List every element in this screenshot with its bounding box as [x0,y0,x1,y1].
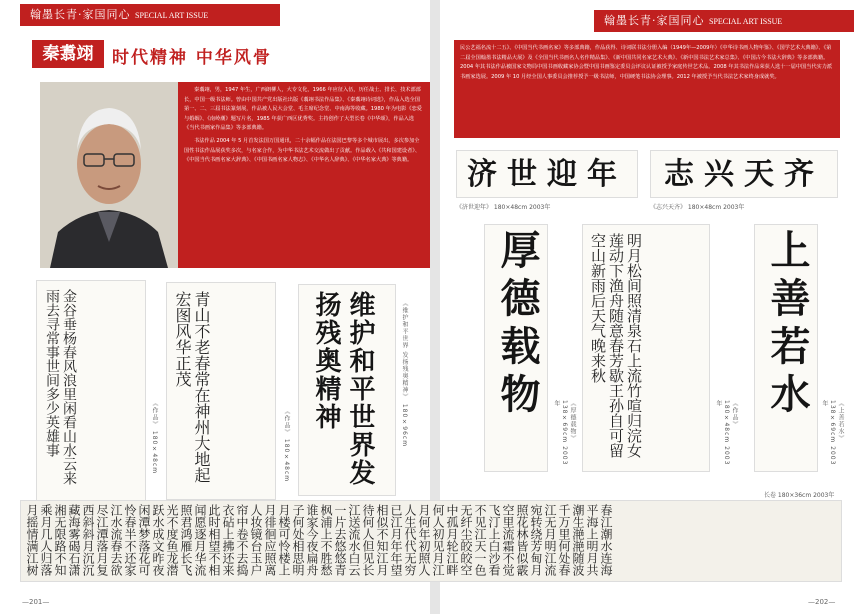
left-header-en: SPECIAL ART ISSUE [135,11,209,20]
artwork-jishi-yingnian [456,150,638,198]
left-page-number: —201— [22,598,50,606]
artwork-cursive-c: 明月松间照清泉石上流竹喧归浣女莲动下渔舟随意春芳歇王孙自可留空山新雨后天气晚来秋 [582,224,710,472]
right-header-bar [594,10,854,32]
artwork-c-right-caption: 《作品》 180×48cm 2003年 [715,400,738,466]
artwork-c-caption: 《维护和平世界 发扬残奥精神》 180×96cm [401,300,408,448]
bio-continued-text: 民公艺福名流十二五》、《中国当代书画名家》等多部典籍，作品获得、诗词联书法分册入编（1949年—2009年）《中华诗书画人物年鉴》、《国学艺术大典籍》、《第二届全国翰墨书法精品大展》及《全国当代书画名人名作精品集》、《新中国共同名家艺术大典》、《新中国书法艺术家总集》、《中国古今书法大辞典》等多部典籍。2004 年其书法作品被国家文物局中国书画收藏家协会暨中国书画鉴定委员会评议认证被授予家庭传世艺术品。2008 年其书法作品荣获人选十一届中国当代实力派书画家选展。2009 年 10 月经全国人事委员会推荐授予一级书法师，中国硬笔书法协会理事。2012 年被授予当代书法艺术家终身成就奖。 [460,45,833,80]
artwork-houde-caption: 《厚德载物》 138×69cm 2003年 [553,400,576,466]
artwork-shangshan-text: 上善若水 [764,229,811,421]
artist-name: 秦翥翊 [32,40,104,68]
artwork-cursive-b: 青山不老春常在神州大地起宏图风华正茂 [166,282,276,500]
right-header-en: SPECIAL ART ISSUE [709,17,783,26]
artwork-houde-zaiwu [484,224,548,472]
portrait-image [40,82,178,268]
artwork-jishi-text: 济世迎年 [467,157,627,192]
artwork-zhixing-caption: 《志兴天齐》 180×48cm 2003年 [650,204,745,211]
artwork-b-caption: 《作品》 180×48cm [283,408,290,483]
artwork-peace-text: 维护和平世界发扬残奥精神 [311,291,375,487]
artwork-zhixing-text: 志兴天齐 [664,157,824,192]
bio-paragraph-2: 书法作品 2004 年 5 月首发法国万国通讯，二十余幅作品在法国巴黎等多个城市展出，多次参加全国性书法作品展获奖多次，与名家合作，为中华书法艺术交流做出了贡献。作品载入《共和国建设者》、《中国当代书画名家大辞典》、《中国书画名家人物志》、《中华名人辞典》、《中华名家大典》等典籍。 [184,137,421,164]
right-header-title: 翰墨长青·家国同心 [604,14,705,27]
scroll-caption: 长卷 180×36cm 2003年 [764,492,835,499]
artwork-peace [298,284,396,496]
artwork-cursive-a: 金谷垂杨春风浪里闲看山水云来雨去寻常事世间多少英雄事 [36,280,146,502]
bio-text-block [178,82,430,268]
long-scroll-artwork: 春江潮水连海平海上明月共潮生滟滟随波千万里何处春江无月明江流宛转绕芳甸月照花林皆似霰空里流霜不觉飞汀上白沙看不见江天一色无纤尘皎皎空中孤月轮江畔何人初见月江月何年初照人人生代代无穷已江月年年望相似不知江月待何人但见长江送流水白云一片去悠悠青枫浦上不胜愁谁家今夜扁舟子何处相思明月楼可怜楼上月徘徊应照离人妆镜台玉户帘中卷不去捣衣砧上拂还来此时相望不相闻愿逐月华流照君鸿雁长飞光不度鱼龙潜跃水成文昨夜闲潭梦落花可怜春半不还家江水流春去欲尽江潭落月复西斜斜月沉沉藏海雾碣石潇湘无限路不知乘月几人归落月摇情满江树 [20,500,842,582]
artwork-zhixing-tianqi [650,150,838,198]
bio-continued-block [454,40,840,138]
left-header-title: 翰墨长青·家国同心 [30,8,131,21]
artist-photo [40,82,178,268]
artwork-a-caption: 《作品》 180×48cm [151,400,158,475]
right-page-number: —202— [808,598,836,606]
article-title: 时代精神 中华风骨 [112,48,272,68]
artwork-jishi-caption: 《济世迎年》 180×48cm 2003年 [456,204,551,211]
artwork-shangshan-ruoshui [754,224,818,472]
bio-paragraph-1: 秦翥翊，男，1947 年生，广西朗柳人，大专文化，1966 年应征入伍，历任战士、排长、技术部部长，中国一级书法师。曾由中国共产党出版社出版《翥翊书法作品集》、《秦翥翊诗词选》，作品入选全国第一、二、三届书法篆刻展，作品被人民大会堂、毛主席纪念堂、中南海等收藏。1980 年为电影《恋爱与婚姻》、《南岭潮》题写片名，1985 年获广西区优秀奖。主持创作了大型长卷《中华颂》，作品入选《当代书画家作品集》等多部典籍。 [184,87,422,132]
left-header-bar [20,4,280,26]
artwork-shangshan-caption: 《上善若水》 138×69cm 2003年 [821,400,844,466]
artwork-houde-text: 厚德载物 [494,229,541,421]
